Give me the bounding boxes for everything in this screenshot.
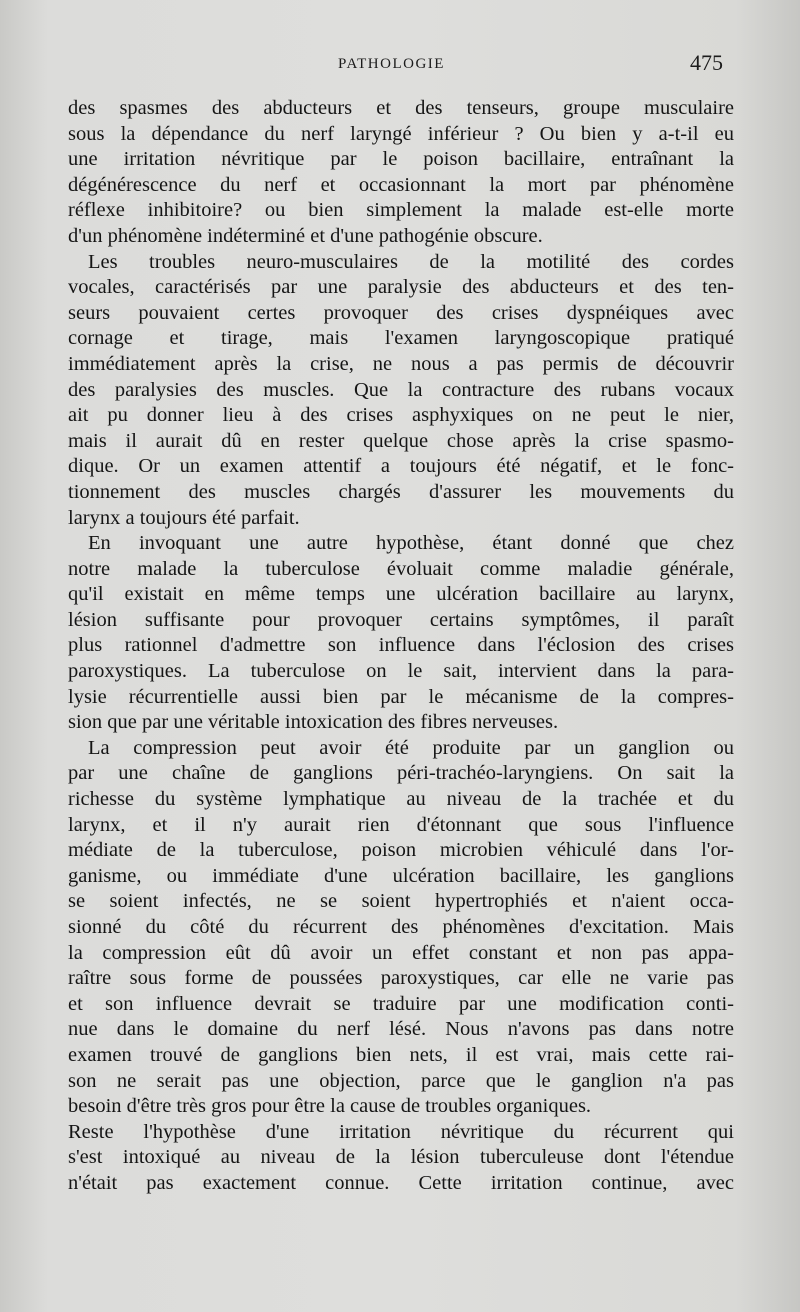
text-line: la compression eût dû avoir un effet constant et non pas appa- bbox=[68, 941, 734, 964]
text-line: larynx a toujours été parfait. bbox=[68, 506, 300, 529]
text-line: ait pu donner lieu à des crises asphyxiques on ne peut le nier, bbox=[68, 404, 734, 427]
text-line: ganisme, ou immédiate d'une ulcération bacillaire, les ganglions bbox=[68, 864, 734, 887]
text-line: se soient infectés, ne se soient hypertrophiés et n'aient occa- bbox=[68, 890, 734, 913]
text-line: immédiatement après la crise, ne nous a pas permis de découvrir bbox=[68, 352, 734, 375]
text-line: lésion suffisante pour provoquer certains symptômes, il paraît bbox=[68, 608, 734, 631]
text-line: raître sous forme de poussées paroxystiques, car elle ne varie pas bbox=[68, 967, 734, 990]
paragraph-start-line: Les troubles neuro-musculaires de la motilité des cordes bbox=[88, 250, 734, 273]
text-line: tionnement des muscles chargés d'assurer les mouvements du bbox=[68, 480, 734, 503]
text-line: paroxystiques. La tuberculose on le sait, intervient dans la para- bbox=[68, 660, 734, 683]
text-line: lysie récurrentielle aussi bien par le mécanisme de la compres- bbox=[68, 685, 734, 708]
text-line: vocales, caractérisés par une paralysie des abducteurs et des ten- bbox=[68, 276, 734, 299]
page-header bbox=[0, 50, 800, 80]
text-line: médiate de la tuberculose, poison microbien véhiculé dans l'or- bbox=[68, 839, 734, 862]
text-line: une irritation névritique par le poison bacillaire, entraînant la bbox=[68, 148, 734, 171]
text-line: richesse du système lymphatique au niveau de la trachée et du bbox=[68, 788, 734, 811]
text-line: examen trouvé de ganglions bien nets, il est vrai, mais cette rai- bbox=[68, 1043, 734, 1066]
text-line: sionné du côté du récurrent des phénomènes d'excitation. Mais bbox=[68, 916, 734, 938]
text-line: n'était pas exactement connue. Cette irritation continue, avec bbox=[68, 1171, 734, 1194]
text-line: et son influence devrait se traduire par une modification conti- bbox=[68, 992, 734, 1015]
paragraph-start-line: Reste l'hypothèse d'une irritation névritique du récurrent qui bbox=[68, 1120, 734, 1143]
body-text bbox=[68, 96, 734, 1197]
text-line: besoin d'être très gros pour être la cause de troubles organiques. bbox=[68, 1095, 592, 1118]
text-line: des paralysies des muscles. Que la contracture des rubans vocaux bbox=[68, 378, 734, 401]
text-line: dégénérescence du nerf et occasionnant la mort par phénomène bbox=[68, 173, 734, 196]
text-line: plus rationnel d'admettre son influence dans l'éclosion des crises bbox=[68, 634, 734, 657]
paragraph-start-line: La compression peut avoir été produite par un ganglion ou bbox=[88, 736, 734, 759]
text-line: seurs pouvaient certes provoquer des crises dyspnéiques avec bbox=[68, 301, 734, 324]
text-line: notre malade la tuberculose évoluait comme maladie générale, bbox=[68, 557, 734, 580]
paragraph-start-line: En invoquant une autre hypothèse, étant donné que chez bbox=[88, 532, 734, 555]
text-line: dique. Or un examen attentif a toujours été négatif, et le fonc- bbox=[68, 455, 734, 478]
running-title: PATHOLOGIE bbox=[338, 56, 445, 72]
text-line: qu'il existait en même temps une ulcération bacillaire au larynx, bbox=[68, 583, 734, 606]
text-line: par une chaîne de ganglions péri-trachéo-laryngiens. On sait la bbox=[68, 762, 734, 785]
text-line: d'un phénomène indéterminé et d'une pathogénie obscure. bbox=[68, 224, 543, 247]
text-line: cornage et tirage, mais l'examen laryngoscopique pratiqué bbox=[68, 327, 734, 350]
text-line: mais il aurait dû en rester quelque chose après la crise spasmo- bbox=[68, 429, 734, 452]
text-line: sion que par une véritable intoxication des fibres nerveuses. bbox=[68, 711, 559, 734]
text-line: réflexe inhibitoire? ou bien simplement la malade est-elle morte bbox=[68, 199, 734, 222]
text-line: s'est intoxiqué au niveau de la lésion tuberculeuse dont l'étendue bbox=[68, 1146, 734, 1169]
text-line: larynx, et il n'y aurait rien d'étonnant que sous l'influence bbox=[68, 813, 734, 836]
text-line: des spasmes des abducteurs et des tenseurs, groupe musculaire bbox=[68, 97, 734, 119]
text-line: sous la dépendance du nerf laryngé inférieur ? Ou bien y a-t-il eu bbox=[68, 122, 734, 145]
page-number: 475 bbox=[690, 50, 723, 75]
text-line: son ne serait pas une objection, parce que le ganglion n'a pas bbox=[68, 1069, 734, 1092]
text-line: nue dans le domaine du nerf lésé. Nous n'avons pas dans notre bbox=[68, 1018, 734, 1041]
